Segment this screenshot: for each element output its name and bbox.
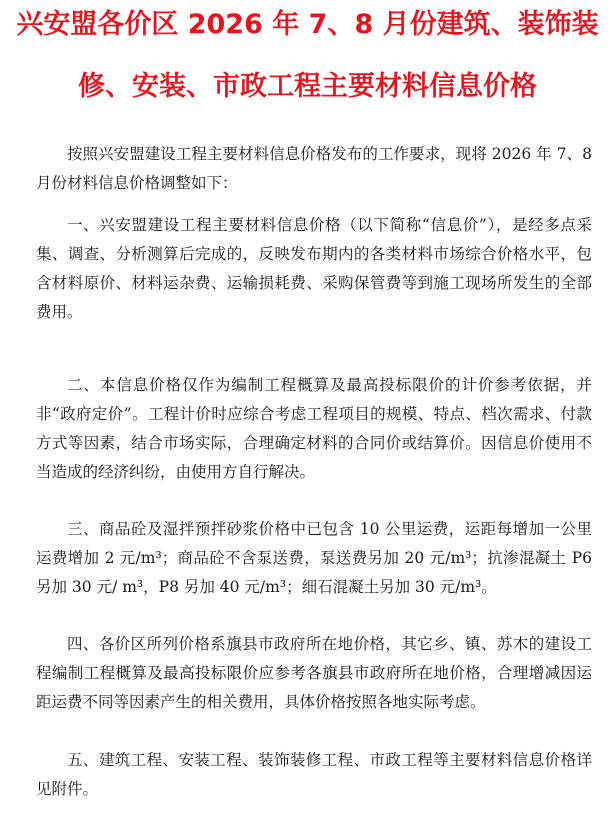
paragraph-1: 一、兴安盟建设工程主要材料信息价格（以下简称“信息价”），是经多点采集、调查、分析测算后完成的，反映发布期内的各类材料市场综合价格水平，包含材料原价、材料运杂费、运输损耗费、采购保管费等到施工现场所发生的全部费用。 (36, 216, 592, 321)
paragraph-2: 二、本信息价格仅作为编制工程概算及最高投标限价的计价参考依据，并非“政府定价”。工程计价时应综合考虑工程项目的规模、特点、档次需求、付款方式等因素，结合市场实际，合理确定材料的合同价或结算价。因信息价使用不当造成的经济纠纷，由使用方自行解决。 (36, 376, 592, 481)
document-title-line-2: 修、安装、市政工程主要材料信息价格 (78, 71, 537, 102)
document-title-line-1: 兴安盟各价区 2026 年 7、8 月份建筑、装饰装 (16, 9, 599, 40)
intro-paragraph: 按照兴安盟建设工程主要材料信息价格发布的工作要求，现将 2026 年 7、8 月份材料信息价格调整如下： (36, 145, 592, 192)
paragraph-4: 四、各价区所列价格系旗县市政府所在地价格，其它乡、镇、苏木的建设工程编制工程概算及最高投标限价应参考各旗县市政府所在地价格，合理增减因运距运费不同等因素产生的相关费用，具体价格按照各地实际考虑。 (36, 635, 592, 711)
paragraph-3: 三、商品砼及湿拌预拌砂浆价格中已包含 10 公里运费，运距每增加一公里运费增加 2 元/m³；商品砼不含泵送费，泵送费另加 20 元/m³；抗渗混凝土 P6 另加 30 元/ m³，P8 另加 40 元/m³；细石混凝土另加 30 元/m³。 (36, 520, 592, 596)
paragraph-5: 五、建筑工程、安装工程、装饰装修工程、市政工程等主要材料信息价格详见附件。 (36, 751, 592, 798)
